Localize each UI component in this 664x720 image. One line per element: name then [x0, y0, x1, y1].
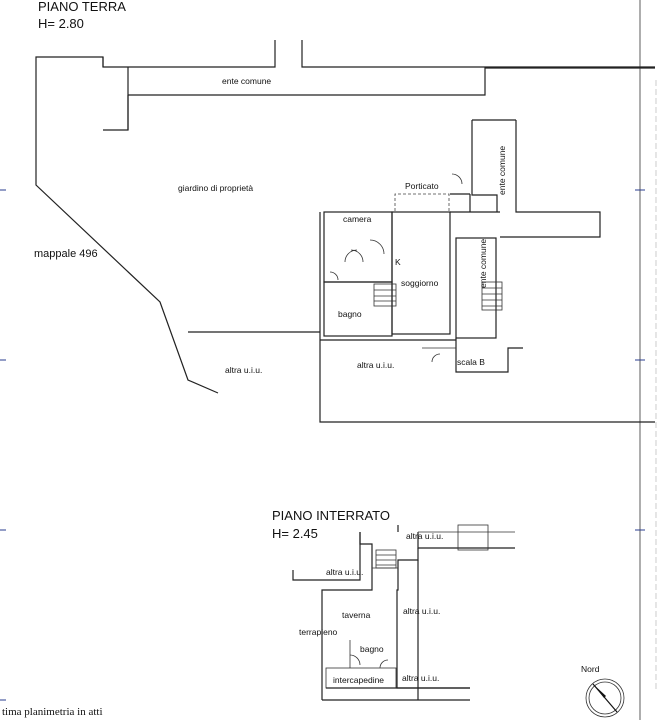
label-b-bagno: bagno [360, 644, 384, 654]
label-camera: camera [343, 214, 372, 224]
label-taverna: taverna [342, 610, 371, 620]
label-altra-uiu-left: altra u.i.u. [225, 365, 263, 375]
label-soggiorno: soggiorno [401, 278, 439, 288]
label-mappale: mappale 496 [34, 248, 98, 260]
north-arrow-icon [581, 664, 624, 717]
ground-floor-title: PIANO TERRA [38, 0, 126, 14]
label-intercapedine: intercapedine [333, 675, 385, 685]
label-ente-comune-v1: ente comune [497, 145, 507, 195]
label-b-altra-uiu-bottom: altra u.i.u. [402, 673, 440, 683]
label-scala-b: scala B [457, 357, 485, 367]
label-b-altra-uiu-top: altra u.i.u. [406, 531, 444, 541]
label-altra-uiu-mid: altra u.i.u. [357, 360, 395, 370]
label-ente-comune-top: ente comune [222, 76, 272, 86]
label-ente-comune-v2: ente comune [478, 238, 488, 288]
basement-height: H= 2.45 [272, 526, 318, 541]
ground-floor-walls [36, 40, 655, 422]
label-bagno: bagno [338, 309, 362, 319]
ground-floor-height: H= 2.80 [38, 16, 84, 31]
label-porticato: Porticato [405, 181, 439, 191]
footer-note: tima planimetria in atti [2, 706, 103, 718]
label-terrapieno: terrapieno [299, 627, 338, 637]
basement-title: PIANO INTERRATO [272, 508, 390, 523]
label-k: K [395, 257, 401, 267]
label-b-altra-uiu-right: altra u.i.u. [403, 606, 441, 616]
label-b-altra-uiu-left: altra u.i.u. [326, 567, 364, 577]
label-giardino: giardino di proprietà [178, 183, 254, 193]
north-label: Nord [581, 664, 600, 674]
